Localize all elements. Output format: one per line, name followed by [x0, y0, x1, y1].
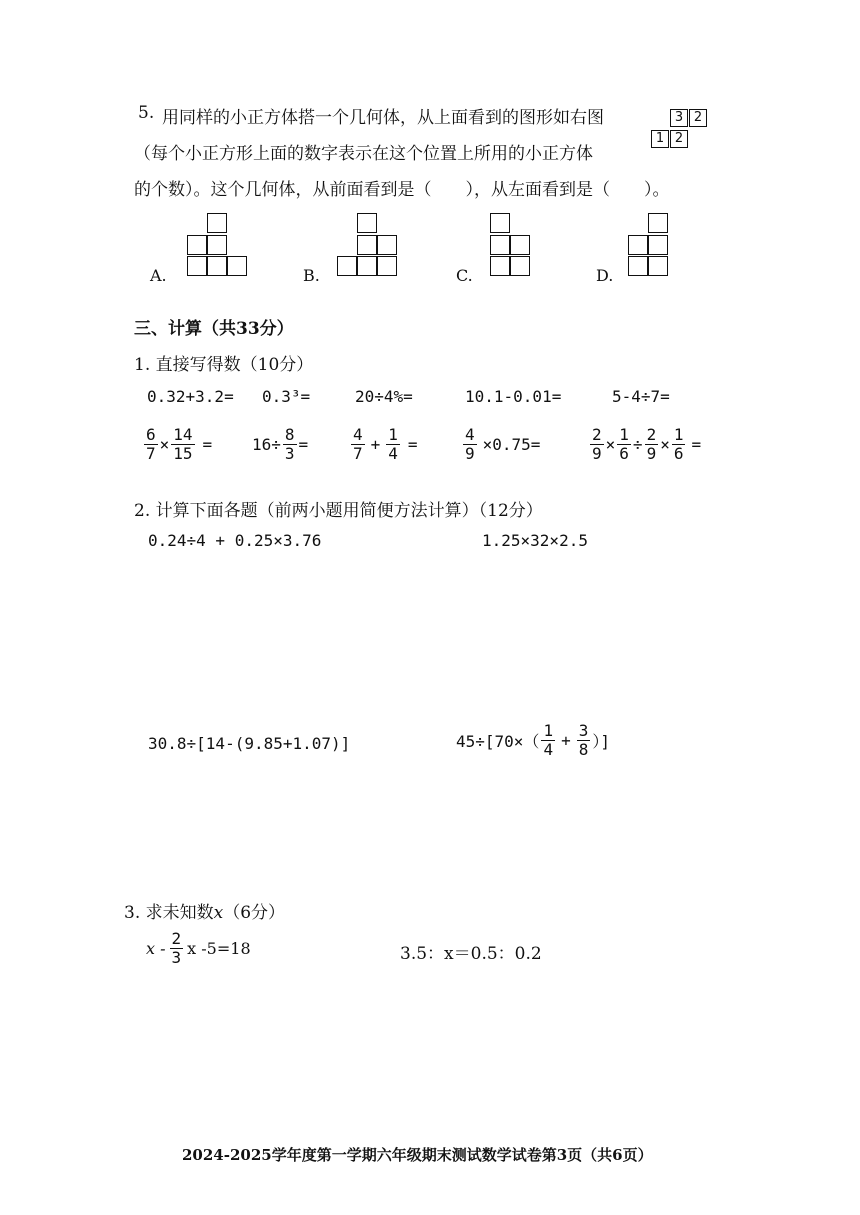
- calc-2: 0.3³=: [262, 387, 311, 406]
- q5-line1: 用同样的小正方体搭一个几何体，从上面看到的图形如右图: [162, 108, 604, 128]
- calc-6: $\frac{6}{7}$ × $\frac{14}{15}$ =: [146, 425, 213, 463]
- option-c-label: C.: [456, 266, 473, 285]
- calc-5: 5-4÷7=: [612, 387, 670, 406]
- calc-10: $\frac{2}{9}$ × $\frac{1}{6}$ ÷ $\frac{2}{9}$ × $\frac{1}{6}$ =: [592, 425, 702, 463]
- top-view-cell: 1: [651, 130, 669, 148]
- section-title: 三、计算（共33分）: [134, 319, 294, 339]
- top-view-cell: 2: [689, 109, 707, 127]
- calc-7: 16÷ $\frac{8}{3}$ =: [252, 425, 309, 463]
- q2-title: 2. 计算下面各题（前两小题用简便方法计算）（12分）: [134, 501, 543, 521]
- q2-c: 30.8÷[14-(9.85+1.07)]: [148, 734, 351, 753]
- q5-line2: （每个小正方形上面的数字表示在这个位置上所用的小正方体: [134, 144, 593, 164]
- calc-3: 20÷4%=: [355, 387, 413, 406]
- calc-1: 0.32+3.2=: [147, 387, 234, 406]
- top-view-cell: 3: [670, 109, 688, 127]
- calc-4: 10.1-0.01=: [465, 387, 562, 406]
- q5-line3: 的个数）。这个几何体，从前面看到是（ ），从左面看到是（ ）。: [134, 180, 670, 200]
- option-d-label: D.: [596, 266, 614, 285]
- q1-title: 1. 直接写得数（10分）: [134, 355, 314, 375]
- page-footer: 2024-2025学年度第一学期六年级期末测试数学试卷第3页（共6页）: [182, 1146, 653, 1164]
- q2-a: 0.24÷4 + 0.25×3.76: [148, 531, 322, 550]
- q2-d: 45÷[70×（ $\frac{1}{4}$ + $\frac{3}{8}$ ）]: [456, 721, 610, 759]
- calc-8: $\frac{4}{7}$ + $\frac{1}{4}$ =: [353, 425, 418, 463]
- q3-title: 3. 求未知数x（6分）: [124, 903, 286, 923]
- q3-a: x - $\frac{2}{3}$ x -5=18: [146, 929, 251, 967]
- q5-number: 5.: [138, 103, 155, 123]
- q3-b: 3.5：x＝0.5：0.2: [400, 944, 542, 964]
- q2-b: 1.25×32×2.5: [482, 531, 588, 550]
- option-a-label: A.: [150, 266, 167, 285]
- calc-9: $\frac{4}{9}$ ×0.75=: [465, 425, 541, 463]
- option-b-label: B.: [303, 266, 320, 285]
- top-view-cell: 2: [670, 130, 688, 148]
